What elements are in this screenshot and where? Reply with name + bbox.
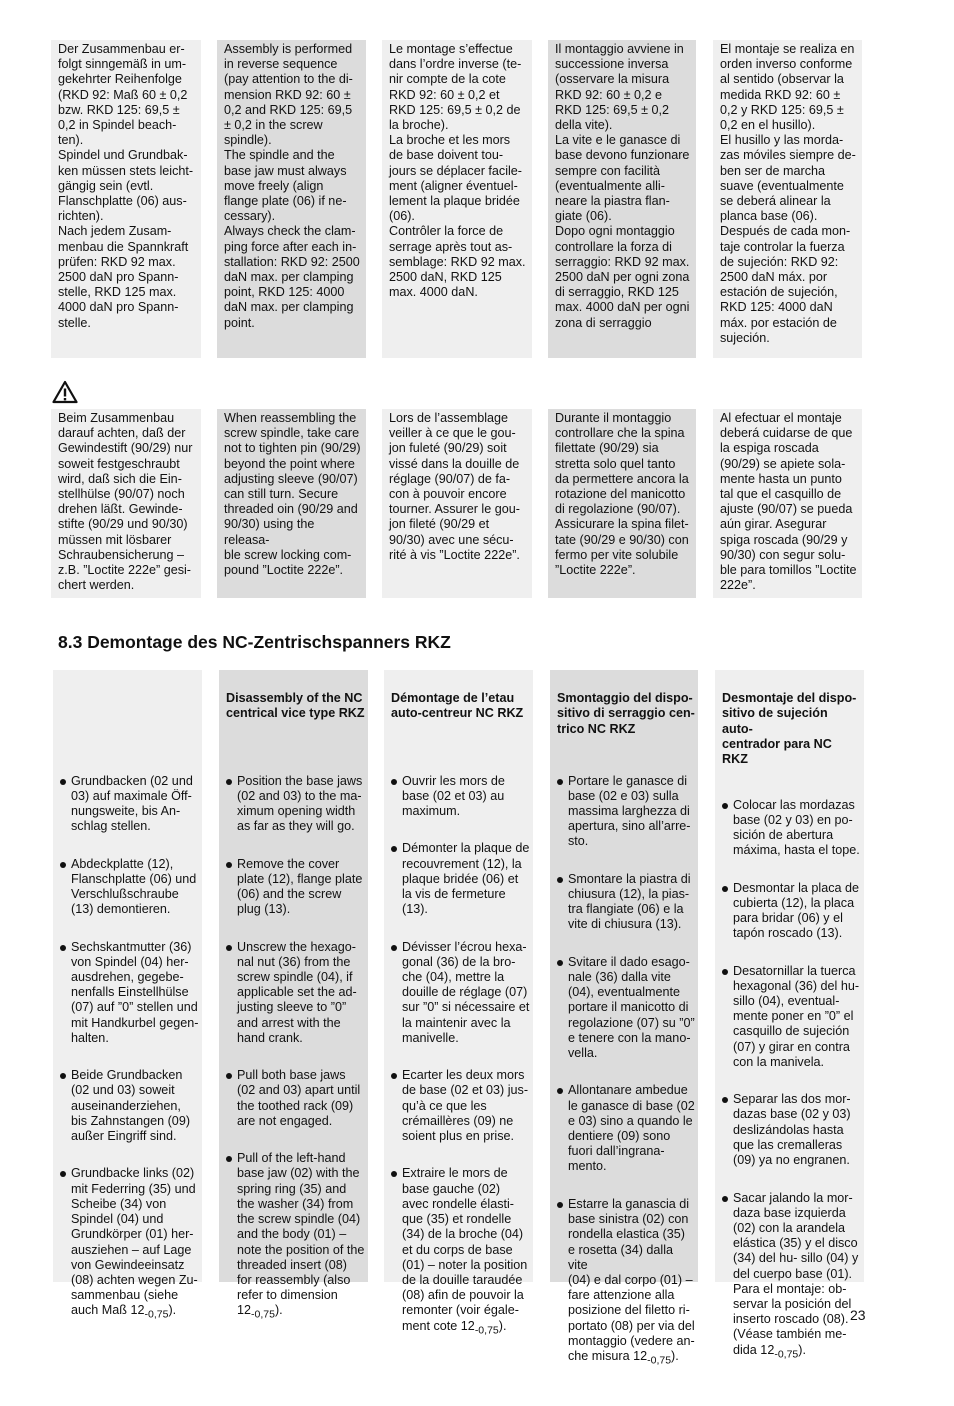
step-text: Sacar jalando la mor- daza base izquierda (02) con la arandela elástica (35) y el disco (34) del hu- sillo (04) y del cuerpo base (01). Para el montaje: ob- servar la posición del inserto roscado (08). (Véase también me- dida 12 xyxy=(733,1190,859,1357)
step-item: Portare le ganasce di base (02 e 03) sulla massima larghezza di apertura, sino all’arre- sto. xyxy=(557,774,695,850)
step-item xyxy=(391,1166,530,1338)
step-text: Grundbacke links (02) mit Federring (35) und Scheibe (34) von Spindel (04) und Grundkörper (01) her- ausziehen – auf Lage von Gewindeeinsatz (08) achten wegen Zu- sammenbau (siehe auch Maß 12 xyxy=(71,1166,198,1318)
step-text: Pull of the left-hand base jaw (02) with the spring ring (35) and the washer (34) from the screw spindle (04) and the body (01) – note the position of the threaded insert (08) for reassembly (also refer to dimension 12 xyxy=(237,1151,365,1318)
step-item: Démonter la plaque de recouvrement (12), la plaque bridée (06) et la vis de fermeture (13). xyxy=(391,841,530,917)
step-item: Pull both base jaws (02 and 03) apart until the toothed rack (09) are not engaged. xyxy=(226,1068,365,1129)
step-item xyxy=(60,1166,199,1323)
tolerance-subscript: -0,75 xyxy=(774,1348,799,1361)
disassembly-column-it xyxy=(550,670,698,1367)
step-item: Position the base jaws (02 and 03) to the ma- ximum opening width as far as they will go. xyxy=(226,774,365,835)
warning-text-it: Durante il montaggio controllare che la spina filettate (90/29) sia stretta solo quel tanto da permettere ancora la rotazione del manicotto di regolazione (90/07). Assicurare la spina filet- tate (90/29 e 90/30) con fermo per vite solubile ”Loctite 222e”. xyxy=(548,409,696,598)
warning-text-es: Al efectuar el montaje deberá cuidarse de que la espiga roscada (90/29) se apiete sola- mente hasta un punto tal que el casquillo de ajuste (90/07) se pueda aún girar. Asegurar spiga roscada (90/29 y 90/30) con segur solu- ble para tomillos ”Loctite 222e”. xyxy=(713,409,862,598)
step-item xyxy=(557,1197,695,1369)
assembly-text-de: Der Zusammenbau er- folgt sinngemäß in um- gekehrter Reihenfolge (RKD 92: Maß 60 ± 0,2 bzw. RKD 125: 69,5 ± 0,2 in Spindel beach- ten). Spindel und Grundbak- ken müssen stets leicht- gängig sein (evtl. Flanschplatte (06) aus- richten). Nach jedem Zusam- menbau die Spannkraft prüfen: RKD 92 max. 2500 daN pro Spann- stelle, RKD 125 max. 4000 daN pro Spann- stelle. xyxy=(51,40,201,358)
step-item: Dévisser l’écrou hexa- gonal (36) de la bro- che (04), mettre la douille de réglage (07) sur ”0” si nécessaire et la maintenir avec la manivelle. xyxy=(391,940,530,1046)
section-heading: 8.3 Demontage des NC-Zentrischspanners RKZ xyxy=(58,632,451,652)
assembly-text-fr: Le montage s’effectue dans l’ordre inverse (te- nir compte de la cote RKD 92: 60 ± 0,2 et RKD 125: 69,5 ± 0,2 de la broche). La broche et les mors de base doivent tou- jours se déplacer facile- ment (aligner éventuel- lement la plaque bridée (06). Contrôler la force de serrage après tout as- semblage: RKD 92 max. 2500 daN, RKD 125 max. 4000 daN. xyxy=(382,40,532,358)
step-item: Unscrew the hexago- nal nut (36) from the screw spindle (04), if applicable set the ad- justing sleeve to ”0” and arrest with the hand crank. xyxy=(226,940,365,1046)
step-item: Desatornillar la tuerca hexagonal (36) del hu- sillo (04), eventual- mente poner en ”0” el casquillo de sujeción (07) y girar en contra con la manivela. xyxy=(722,964,861,1070)
disassembly-column-fr xyxy=(384,670,533,1337)
step-item: Beide Grundbacken (02 und 03) soweit auseinanderziehen, bis Zahnstangen (09) außer Eingriff sind. xyxy=(60,1068,199,1144)
step-item: Remove the cover plate (12), flange plate (06) and the screw plug (13). xyxy=(226,857,365,918)
warning-text-de: Beim Zusammenbau darauf achten, daß der Gewindestift (90/29) nur soweit festgeschraubt wird, daß sich die Ein- stellhülse (90/07) noch drehen läßt. Gewinde- stifte (90/29 und 90/30) müssen mit lösbarer Schraubensicherung – z.B. ”Loctite 222e” gesi- chert werden. xyxy=(51,409,201,598)
step-item: Colocar las mordazas base (02 y 03) en po- sición de abertura máxima, hasta el tope. xyxy=(722,798,861,859)
step-item: Desmontar la placa de cubierta (12), la placa para bridar (06) y el tapón roscado (13). xyxy=(722,881,861,942)
step-item: Sechskantmutter (36) von Spindel (04) her- ausdrehen, gegebe- nenfalls Einstellhülse (07) auf ”0” stellen und mit Handkurbel gegen- halten. xyxy=(60,940,199,1046)
step-item: Svitare il dado esago- nale (36) dalla vite (04), eventualmente portare il manicotto di regolazione (07) su ”0” e tenere con la mano- vella. xyxy=(557,955,695,1061)
step-item: Abdeckplatte (12), Flanschplatte (06) und Verschlußschraube (13) demontieren. xyxy=(60,857,199,918)
column-title xyxy=(60,691,199,743)
step-item xyxy=(226,1151,365,1323)
warning-text-fr: Lors de l’assemblage veiller à ce que le gou- jon fuleté (90/29) soit vissé dans la douille de réglage (90/07) de fa- con à pouvoir encore tourner. Assurer le gou- jon fileté (90/29 et 90/30) avec une sécu- rité à vis ”Loctite 222e”. xyxy=(382,409,532,598)
assembly-text-en: Assembly is performed in reverse sequence (pay attention to the di- mension RKD 92: 60 ± 0,2 and RKD 125: 69,5 ± 0,2 in the screw spindle). The spindle and the base jaw must always move freely (align flange plate (06) if ne- cessary). Always check the clam- ping force after each in- stallation: RKD 92: 2500 daN max. per clamping point, RKD 125: 4000 daN max. per clamping point. xyxy=(217,40,366,358)
assembly-text-es: El montaje se realiza en orden inverso conforme al sentido (observar la medida RKD 92: 60 ± 0,2 y RKD 125: 69,5 ± 0,2 en el husillo). El husillo y las morda- zas móviles siempre de- ben ser de marcha suave (eventualmente se deberá alinear la planca base (06). Después de cada mon- taje controlar la fuerza de sujeción: RKD 92: 2500 daN máx. por estación de sujeción, RKD 125: 4000 daN máx. por estación de sujeción. xyxy=(713,40,862,358)
disassembly-column-de xyxy=(53,670,202,1321)
column-title: Disassembly of the NC centrical vice type RKZ xyxy=(226,691,365,721)
step-item: Grundbacken (02 und 03) auf maximale Öff- nungsweite, bis An- schlag stellen. xyxy=(60,774,199,835)
disassembly-column-en xyxy=(219,670,368,1321)
assembly-text-it: Il montaggio avviene in successione inversa (osservare la misura RKD 92: 60 ± 0,2 e RKD 125: 69,5 ± 0,2 della vite). La vite e le ganasce di base devono funzionare sempre con facilità (eventualmente alli- neare la piastra flan- giate (06). Dopo ogni montaggio controllare la forza di serraggio: RKD 92 max. 2500 daN per ogni zona di serraggio, RKD 125 max. 4000 daN per ogni zona di serraggio xyxy=(548,40,696,358)
tolerance-subscript: -0,75 xyxy=(474,1324,499,1337)
step-text: Estarre la ganascia di base sinistra (02) con rondella elastica (35) e rosetta (34) dalla vite (04) e dal corpo (01) – fare attenzione alla posizione del filetto ri- portato (08) per via del montaggio (vedere an- che misura 12 xyxy=(568,1196,695,1363)
tolerance-subscript: -0,75 xyxy=(144,1308,169,1321)
step-item xyxy=(722,1191,861,1363)
warning-triangle-icon xyxy=(52,380,78,404)
step-tail: ). xyxy=(798,1342,806,1357)
step-tail: ). xyxy=(168,1303,177,1318)
column-title: Démontage de l’etau auto-centreur NC RKZ xyxy=(391,691,524,721)
step-tail: ). xyxy=(498,1318,507,1333)
page-number: 23 xyxy=(850,1307,866,1323)
tolerance-subscript: -0,75 xyxy=(251,1308,275,1321)
step-text: Extraire le mors de base gauche (02) avec rondelle élasti- que (35) et rondelle (34) de la broche (04) et du corps de base (01) – noter la position de la douille taraudée (08) afin de pouvoir la remonter (voir égale- ment cote 12 xyxy=(402,1166,528,1333)
step-tail: ). xyxy=(671,1348,679,1363)
step-item: Smontare la piastra di chiusura (12), la pias- tra flangiate (06) e la vite di chiusura (13). xyxy=(557,872,695,933)
step-item: Separar las dos mor- dazas base (02 y 03) deslizándolas hasta que las cremalleras (09) ya no engranen. xyxy=(722,1092,861,1168)
step-item: Ouvrir les mors de base (02 et 03) au maximum. xyxy=(391,774,530,820)
step-item: Ecarter les deux mors de base (02 et 03) jus- qu’à ce que les crémaillères (09) ne soient plus en prise. xyxy=(391,1068,530,1144)
step-tail: ). xyxy=(274,1303,283,1318)
column-title: Smontaggio del dispo- sitivo di serraggio cen- trico NC RKZ xyxy=(557,691,695,736)
tolerance-subscript: -0,75 xyxy=(647,1354,672,1367)
column-title: Desmontaje del dispo- sitivo de sujeción auto- centrador para NC RKZ xyxy=(722,691,857,767)
warning-text-en: When reassembling the screw spindle, take care not to tighten pin (90/29) beyond the point where adjusting sleeve (90/07) can still turn. Secure threaded oin (90/29 and 90/30) using the releasa- ble screw locking com- pound ”Loctite 222e”. xyxy=(217,409,366,598)
step-item: Allontanare ambedue le ganasce di base (02 e 03) sino a quando le dentiere (09) sono fuori dall’ingrana- mento. xyxy=(557,1083,695,1174)
